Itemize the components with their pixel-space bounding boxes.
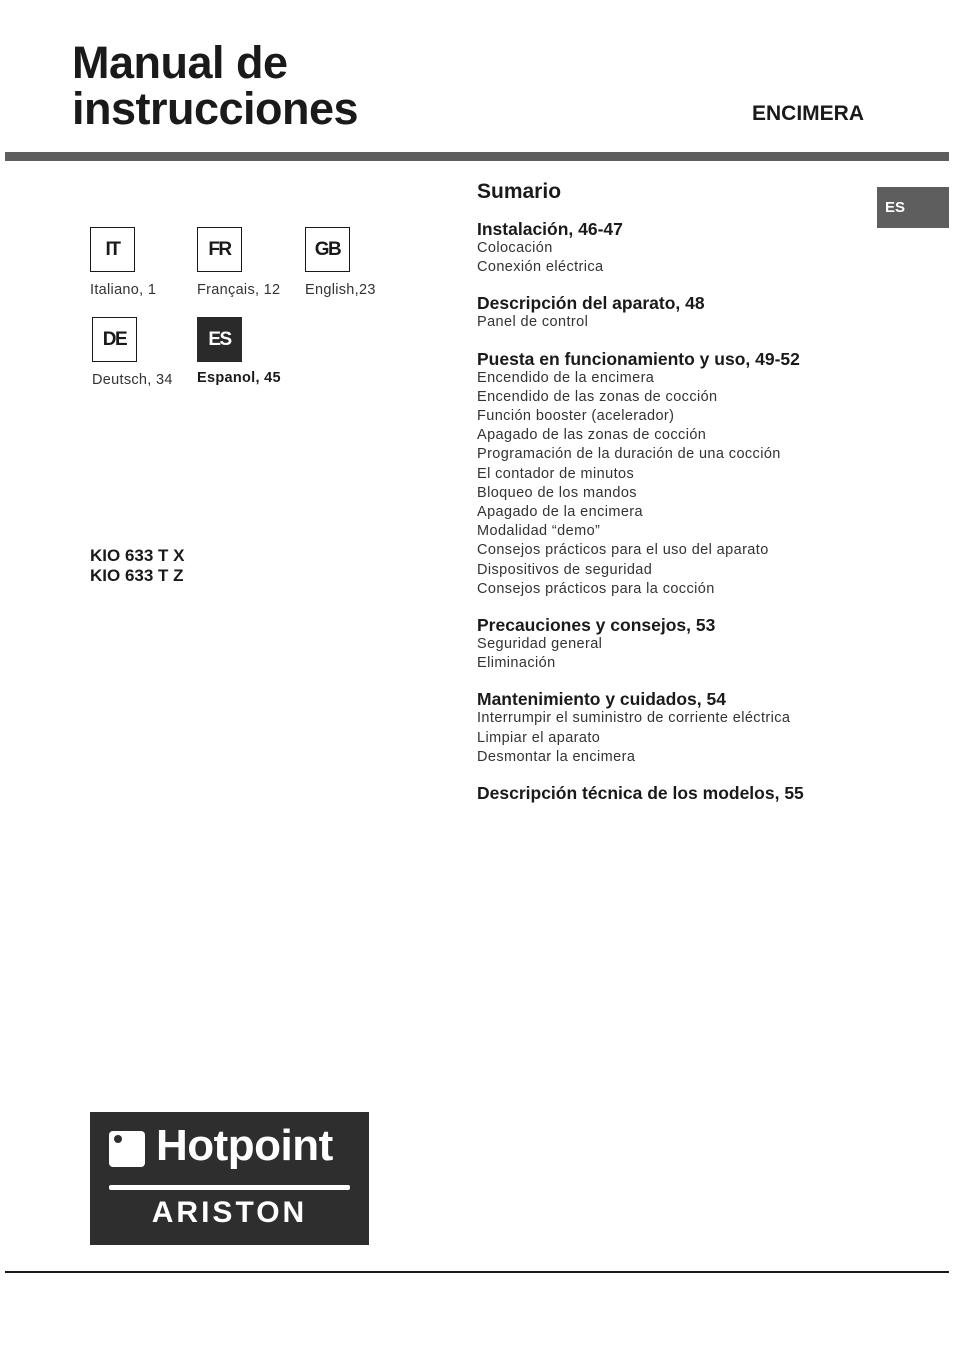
toc-item: Seguridad general <box>477 636 603 653</box>
language-side-tab: ES <box>877 187 949 228</box>
language-code-box: IT <box>90 227 135 272</box>
logo-divider <box>109 1185 350 1190</box>
toc-item: Desmontar la encimera <box>477 748 636 765</box>
model-name: KIO 633 T X <box>90 546 185 565</box>
language-fr[interactable] <box>197 227 281 298</box>
toc-item: El contador de minutos <box>477 465 635 482</box>
toc-item: Apagado de las zonas de cocción <box>477 427 707 444</box>
language-code-box: GB <box>305 227 350 272</box>
toc-item: Panel de control <box>477 314 589 331</box>
top-divider <box>5 152 949 161</box>
toc-section-puesta-en-funcionamiento <box>477 349 877 599</box>
language-label: Italiano, 1 <box>90 282 157 298</box>
toc-item: Consejos prácticos para la cocción <box>477 580 715 597</box>
model-list <box>90 546 184 586</box>
toc-item: Limpiar el aparato <box>477 729 601 746</box>
title-line-1: Manual de <box>72 37 288 88</box>
hotpoint-ariston-logo <box>90 1112 369 1245</box>
toc-item: Eliminación <box>477 655 556 672</box>
bottom-divider <box>5 1271 949 1273</box>
toc-section-title: Precauciones y consejos, 53 <box>477 615 716 636</box>
toc-section-title: Mantenimiento y cuidados, 54 <box>477 689 726 710</box>
toc-item: Apagado de la encimera <box>477 504 643 521</box>
toc-item: Interrumpir el suministro de corriente eléctrica <box>477 710 791 727</box>
language-label: English,23 <box>305 282 376 298</box>
toc-item: Encendido de las zonas de cocción <box>477 388 718 405</box>
toc-item: Bloqueo de los mandos <box>477 484 637 501</box>
toc-item: Función booster (acelerador) <box>477 408 675 425</box>
page-title <box>72 37 359 134</box>
toc-section-instalacion <box>477 219 877 277</box>
toc-section-title: Puesta en funcionamiento y uso, 49-52 <box>477 348 800 369</box>
language-it[interactable] <box>90 227 157 298</box>
toc-section-precauciones <box>477 615 877 673</box>
language-label: Deutsch, 34 <box>92 372 173 388</box>
toc-item: Dispositivos de seguridad <box>477 561 653 578</box>
toc-section-descripcion <box>477 293 877 332</box>
toc-section-title: Descripción del aparato, 48 <box>477 293 705 314</box>
language-code-box: ES <box>197 317 242 362</box>
logo-square-icon <box>109 1131 145 1167</box>
toc-item: Modalidad “demo” <box>477 523 601 540</box>
language-de[interactable] <box>92 317 173 388</box>
toc-section-mantenimiento <box>477 689 877 767</box>
toc-item: Programación de la duración de una cocción <box>477 446 781 463</box>
toc-item: Consejos prácticos para el uso del aparato <box>477 542 769 559</box>
toc-title: Sumario <box>477 180 562 203</box>
toc-item: Colocación <box>477 240 553 256</box>
language-code-box: DE <box>92 317 137 362</box>
toc-item: Conexión eléctrica <box>477 259 604 276</box>
language-es[interactable] <box>197 317 281 386</box>
title-line-2: instrucciones <box>72 83 359 134</box>
logo-brand-top: Hotpoint <box>156 1121 333 1170</box>
toc-item: Encendido de la encimera <box>477 369 655 386</box>
product-type: ENCIMERA <box>751 102 864 125</box>
model-name: KIO 633 T Z <box>90 566 184 585</box>
table-of-contents <box>477 180 877 819</box>
language-gb[interactable] <box>305 227 376 298</box>
toc-section-title: Descripción técnica de los modelos, 55 <box>477 783 804 804</box>
language-label: Français, 12 <box>197 282 281 298</box>
toc-section-title: Instalación, 46-47 <box>477 219 623 239</box>
language-label: Espanol, 45 <box>197 370 281 386</box>
toc-section-descripcion-tecnica <box>477 783 877 803</box>
language-code-box: FR <box>197 227 242 272</box>
logo-brand-bottom: ARISTON <box>151 1196 308 1229</box>
